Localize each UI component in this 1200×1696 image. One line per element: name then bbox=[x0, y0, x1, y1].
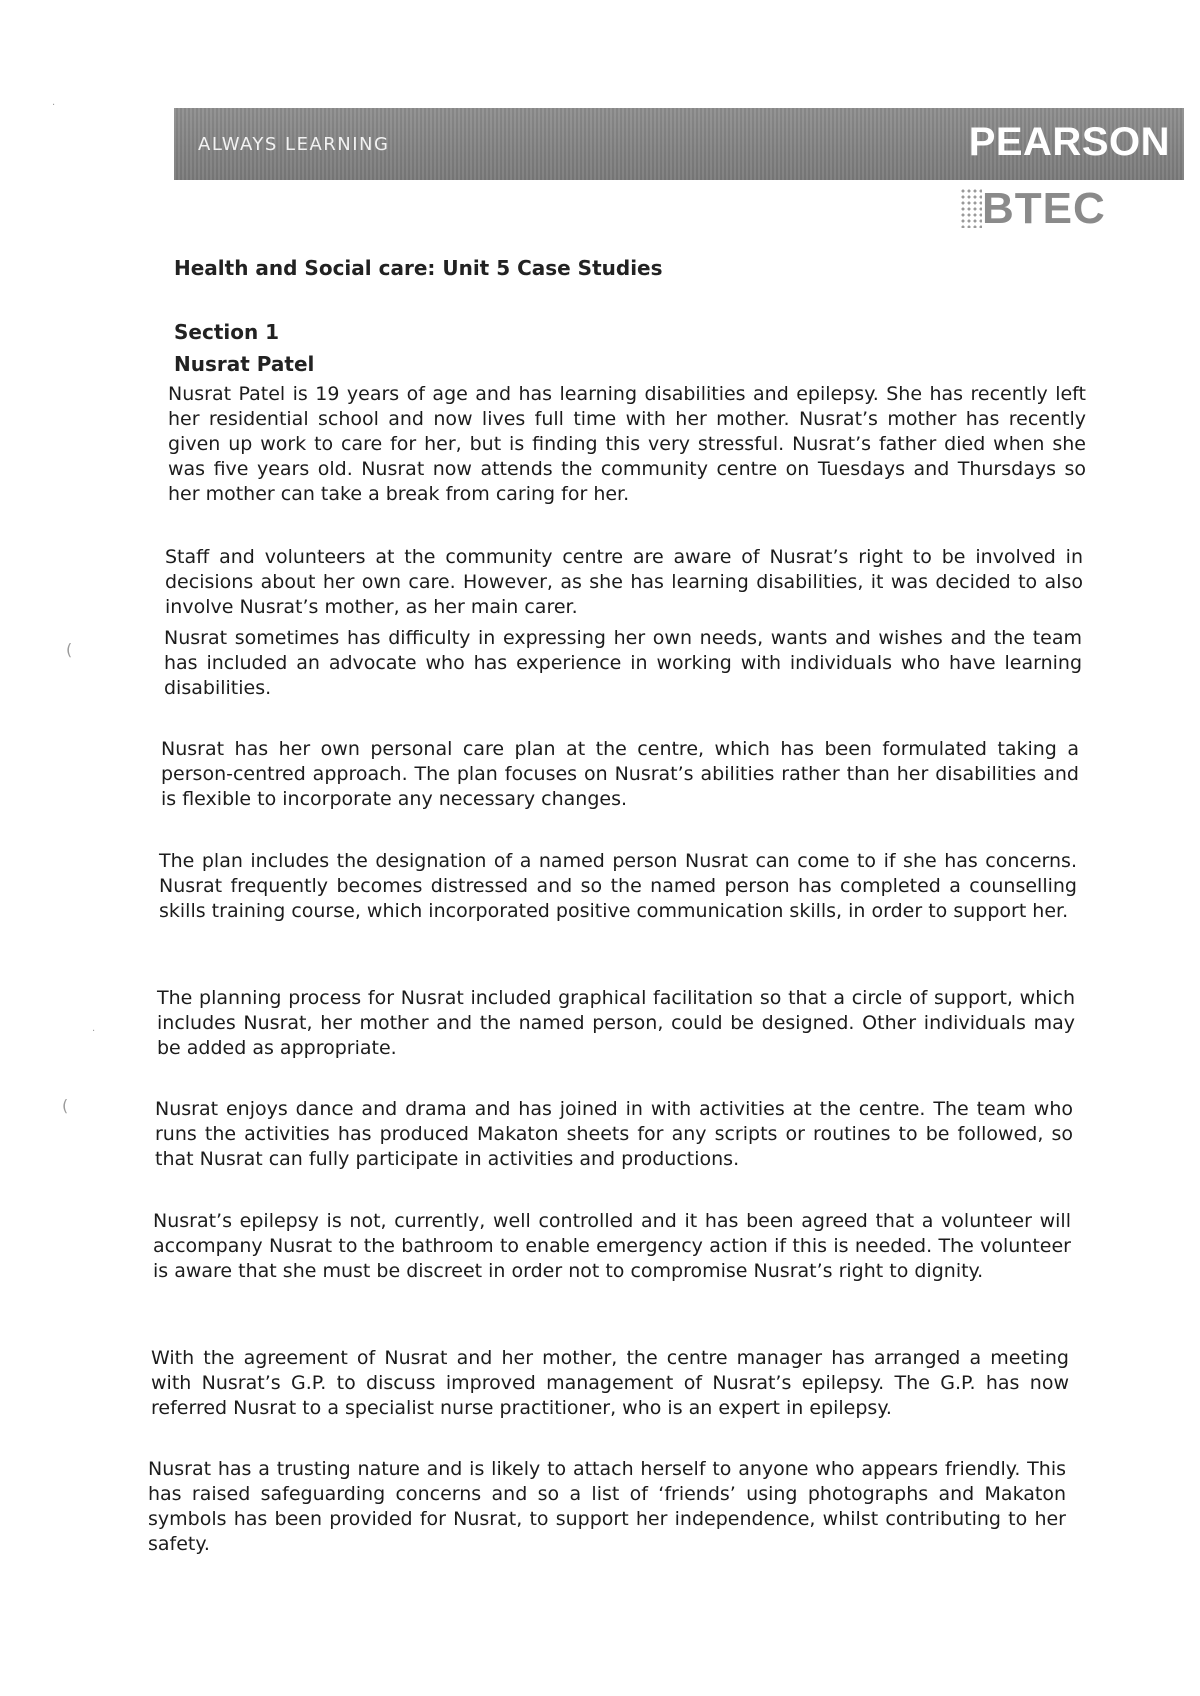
paragraph-activities: Nusrat enjoys dance and drama and has joined in with activities at the centre. The team who runs the activities has produced Makaton sheets for any scripts or routines to be followed, so that Nusrat can fully participate in activities and productions. bbox=[155, 1098, 1073, 1170]
paragraph-epilepsy: Nusrat’s epilepsy is not, currently, well controlled and it has been agreed that a volunteer will accompany Nusrat to the bathroom to enable emergency action if this is needed. The volunteer is aware that she must be discreet in order not to compromise Nusrat’s right to dignity. bbox=[153, 1210, 1071, 1282]
header-banner bbox=[174, 108, 1184, 180]
paragraph-decision-involvement: Staff and volunteers at the community centre are aware of Nusrat’s right to be involved in decisions about her own care. However, as she has learning disabilities, it was decided to also involve Nusrat’s mother, as her main carer. bbox=[165, 546, 1083, 618]
paragraph-safeguarding: Nusrat has a trusting nature and is likely to attach herself to anyone who appears friendly. This has raised safeguarding concerns and so a list of ‘friends’ using photographs and Makaton symbols has been provided for Nusrat, to support her independence, whilst contributing to her safety. bbox=[148, 1458, 1066, 1555]
paragraph-gp-referral: With the agreement of Nusrat and her mother, the centre manager has arranged a meeting with Nusrat’s G.P. to discuss improved management of Nusrat’s epilepsy. The G.P. has now referred Nusrat to a specialist nurse practitioner, who is an expert in epilepsy. bbox=[151, 1347, 1069, 1419]
scan-mark: ( bbox=[66, 640, 73, 659]
paragraph-named-person: The plan includes the designation of a named person Nusrat can come to if she has concerns. Nusrat frequently becomes distressed and so the named person has completed a counselling skills training course, which incorporated positive communication skills, in order to support her. bbox=[159, 850, 1077, 922]
btec-logo bbox=[960, 184, 1106, 234]
paragraph-circle-of-support: The planning process for Nusrat included graphical facilitation so that a circle of support, which includes Nusrat, her mother and the named person, could be designed. Other individuals may be added as appropriate. bbox=[157, 987, 1075, 1059]
btec-logo-text: BTEC bbox=[982, 184, 1106, 233]
paragraph-care-plan: Nusrat has her own personal care plan at the centre, which has been formulated taking a person-centred approach. The plan focuses on Nusrat’s abilities rather than her disabilities and is flexible to incorporate any necessary changes. bbox=[161, 738, 1079, 810]
btec-dots-icon bbox=[960, 188, 982, 228]
brand-logo: PEARSON bbox=[968, 120, 1170, 164]
scan-mark: · bbox=[52, 100, 56, 111]
banner-tagline: ALWAYS LEARNING bbox=[198, 134, 390, 155]
paragraph-background: Nusrat Patel is 19 years of age and has learning disabilities and epilepsy. She has recently left her residential school and now lives full time with her mother. Nusrat’s mother has recently given up work to care for her, but is finding this very stressful. Nusrat’s father died when she was five years old. Nusrat now attends the community centre on Tuesdays and Thursdays so her mother can take a break from caring for her. bbox=[168, 383, 1086, 505]
paragraph-advocate: Nusrat sometimes has difficulty in expressing her own needs, wants and wishes and the team has included an advocate who has experience in working with individuals who have learning disabilities. bbox=[164, 627, 1082, 699]
scan-mark: · bbox=[92, 1026, 96, 1037]
section-heading: Section 1 bbox=[174, 320, 280, 344]
page-title: Health and Social care: Unit 5 Case Studies bbox=[174, 256, 663, 280]
scan-mark: ( bbox=[62, 1096, 69, 1115]
case-subject-name: Nusrat Patel bbox=[174, 352, 315, 376]
